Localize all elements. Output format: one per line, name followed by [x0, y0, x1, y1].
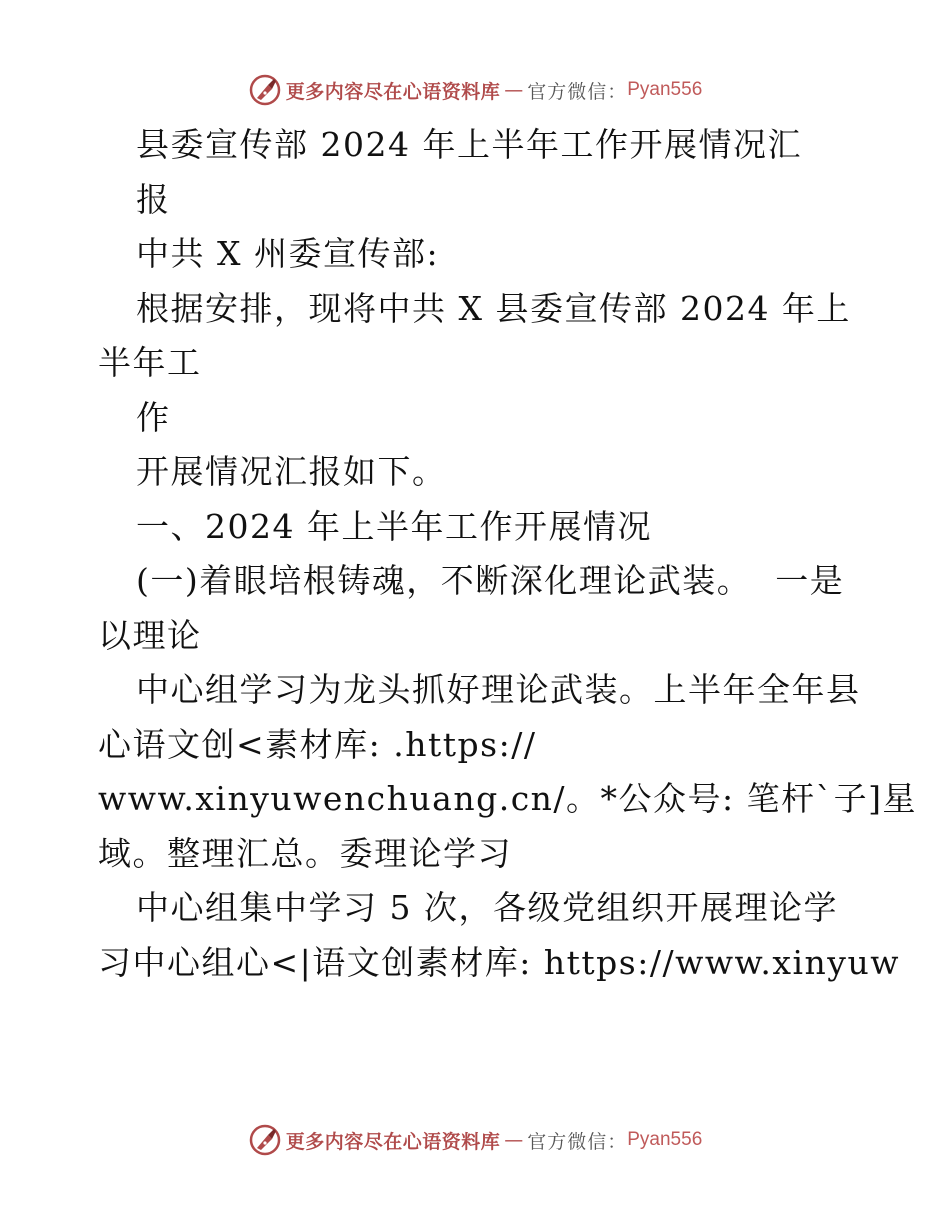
body-line: www.xinyuwenchuang.cn/。*公众号: 笔杆`子]星 [98, 779, 918, 818]
body-line: 开展情况汇报如下。 [136, 452, 447, 491]
section-heading: 一、2024 年上半年工作开展情况 [136, 506, 652, 546]
subsection-heading: (一)着眼培根铸魂，不断深化理论武装。 一是 [136, 561, 845, 600]
pen-nib-circle-logo-icon [248, 1123, 282, 1157]
banner-separator: — [504, 1129, 524, 1151]
banner-wechat-id: Pyan556 [627, 1129, 703, 1150]
banner-main-text: 更多内容尽在心语资料库 [285, 80, 501, 103]
body-line: 作 [136, 397, 171, 437]
banner-official-label: 官方微信： [527, 80, 628, 103]
banner-main-text: 更多内容尽在心语资料库 [285, 1130, 501, 1153]
banner-official-label: 官方微信： [527, 1130, 628, 1153]
pen-nib-circle-logo-icon [248, 73, 282, 107]
body-line: 以理论 [98, 615, 202, 655]
body-line: 中心组学习为龙头抓好理论武装。上半年全年县 [136, 670, 861, 709]
document-body [98, 118, 918, 990]
banner-wechat-id: Pyan556 [627, 79, 703, 100]
body-line: 习中心组心<|语文创素材库: https://www.xinyuw [98, 942, 900, 982]
header-watermark-banner [0, 70, 950, 110]
body-line: 心语文创<素材库: .https:// [98, 724, 537, 764]
banner-separator: — [504, 79, 524, 101]
title-line-2: 报 [136, 179, 171, 219]
addressee-line: 中共 X 州委宣传部: [136, 234, 440, 273]
title-line-1: 县委宣传部 2024 年上半年工作开展情况汇 [136, 125, 802, 164]
body-line: 中心组集中学习 5 次，各级党组织开展理论学 [136, 888, 838, 927]
body-line: 半年工 [98, 343, 202, 382]
body-line: 根据安排，现将中共 X 县委宣传部 2024 年上 [136, 288, 851, 328]
body-line: 域。整理汇总。委理论学习 [98, 833, 512, 873]
footer-watermark-banner [0, 1120, 950, 1160]
